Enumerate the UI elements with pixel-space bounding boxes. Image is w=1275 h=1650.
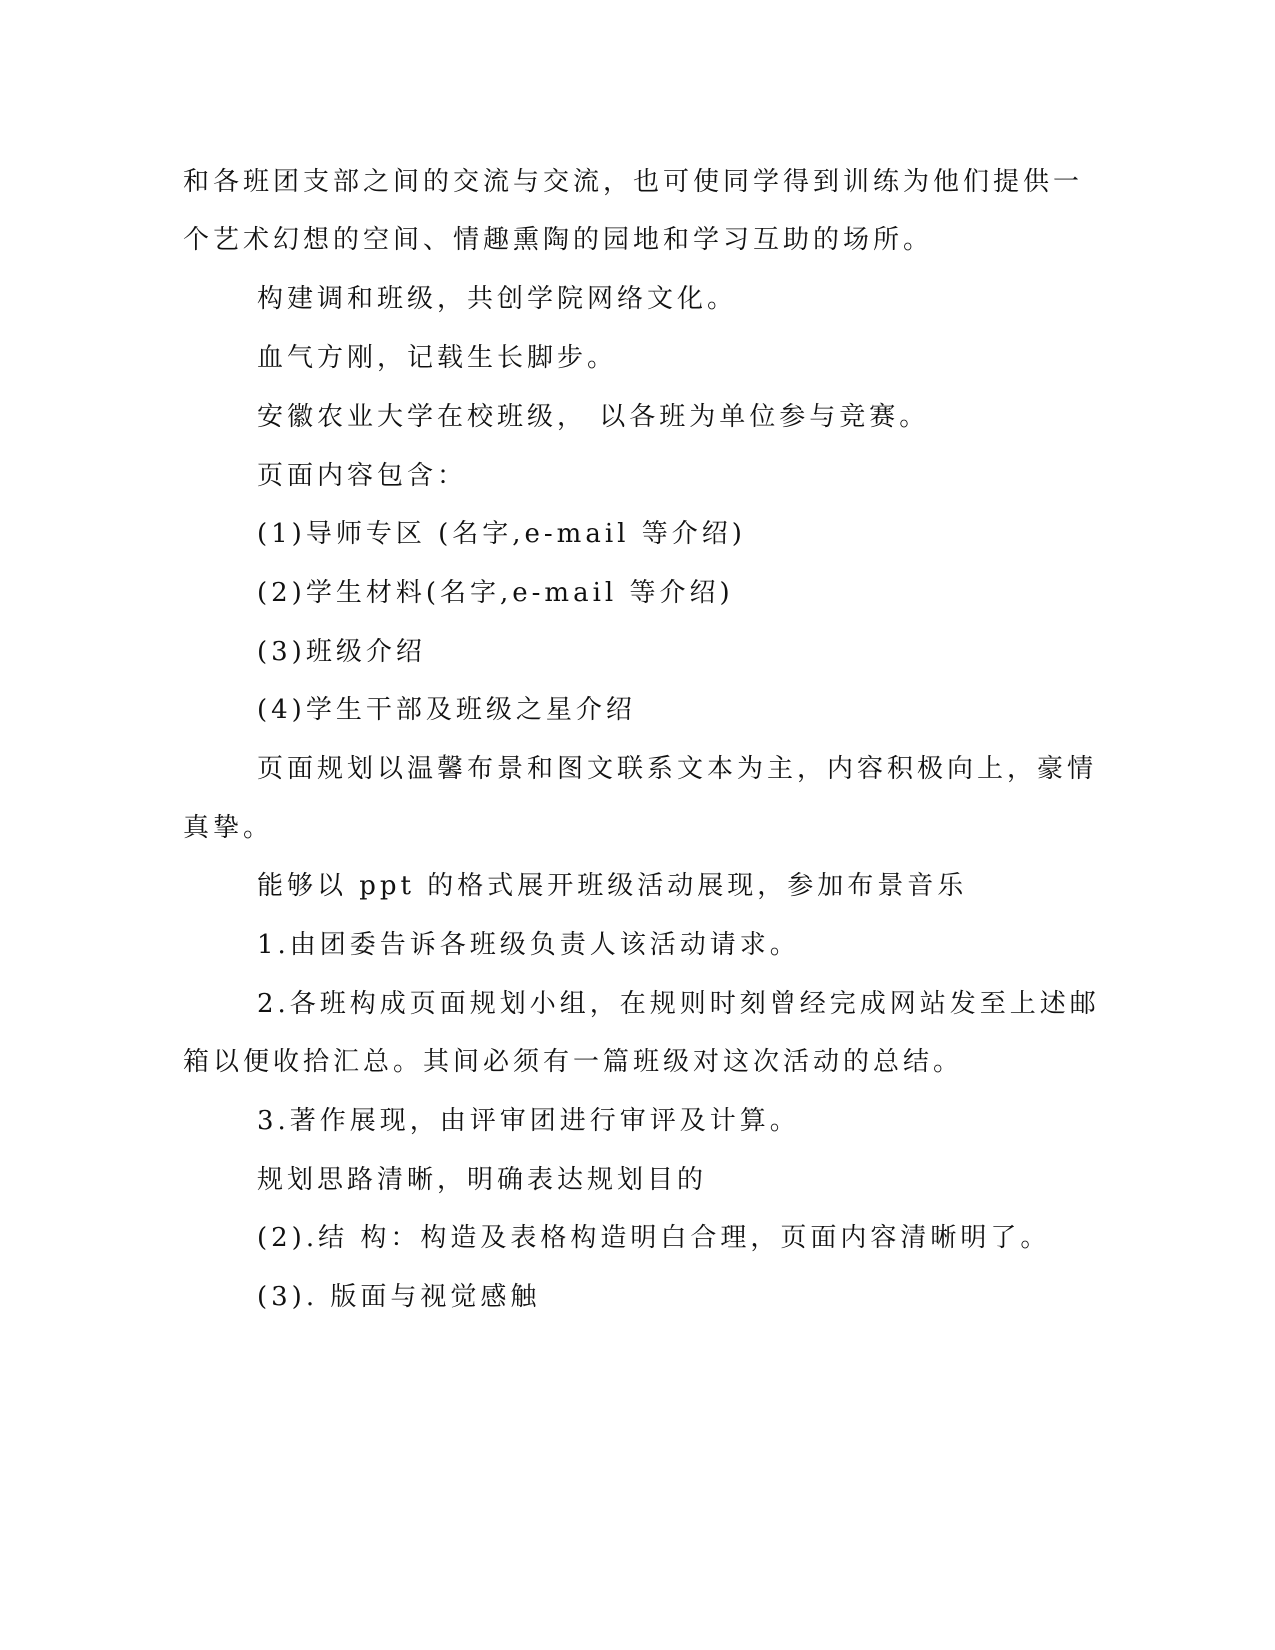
text-line: (3)班级介绍 bbox=[257, 637, 426, 667]
text-line: (4)学生干部及班级之星介绍 bbox=[257, 695, 636, 725]
text-line: 箱以便收拾汇总。其间必须有一篇班级对这次活动的总结。 bbox=[183, 1047, 964, 1077]
text-line: (3). 版面与视觉感触 bbox=[257, 1282, 541, 1312]
text-line: 3.著作展现，由评审团进行审评及计算。 bbox=[257, 1106, 800, 1136]
text-line: 规划思路清晰，明确表达规划目的 bbox=[257, 1165, 708, 1195]
text-line: 个艺术幻想的空间、情趣熏陶的园地和学习互助的场所。 bbox=[183, 225, 934, 255]
text-line: (2).结 构：构造及表格构造明白合理，页面内容清晰明了。 bbox=[257, 1223, 1051, 1253]
text-line: 页面规划以温馨布景和图文联系文本为主，内容积极向上，豪情 bbox=[257, 754, 1098, 784]
text-line: 和各班团支部之间的交流与交流，也可使同学得到训练为他们提供一 bbox=[183, 167, 1084, 197]
text-line: 能够以 ppt 的格式展开班级活动展现，参加布景音乐 bbox=[257, 871, 968, 901]
text-line: (2)学生材料(名字,e-mail 等介绍) bbox=[257, 578, 734, 608]
text-line: 血气方刚，记载生长脚步。 bbox=[257, 343, 618, 373]
text-line: 1.由团委告诉各班级负责人该活动请求。 bbox=[257, 930, 800, 960]
text-line: 真挚。 bbox=[183, 813, 274, 843]
text-line: 页面内容包含： bbox=[257, 461, 468, 491]
text-line: 2.各班构成页面规划小组，在规则时刻曾经完成网站发至上述邮 bbox=[257, 989, 1100, 1019]
text-line: (1)导师专区 (名字,e-mail 等介绍) bbox=[257, 519, 746, 549]
text-line: 构建调和班级，共创学院网络文化。 bbox=[257, 284, 738, 314]
text-line: 安徽农业大学在校班级， 以各班为单位参与竞赛。 bbox=[257, 402, 930, 432]
